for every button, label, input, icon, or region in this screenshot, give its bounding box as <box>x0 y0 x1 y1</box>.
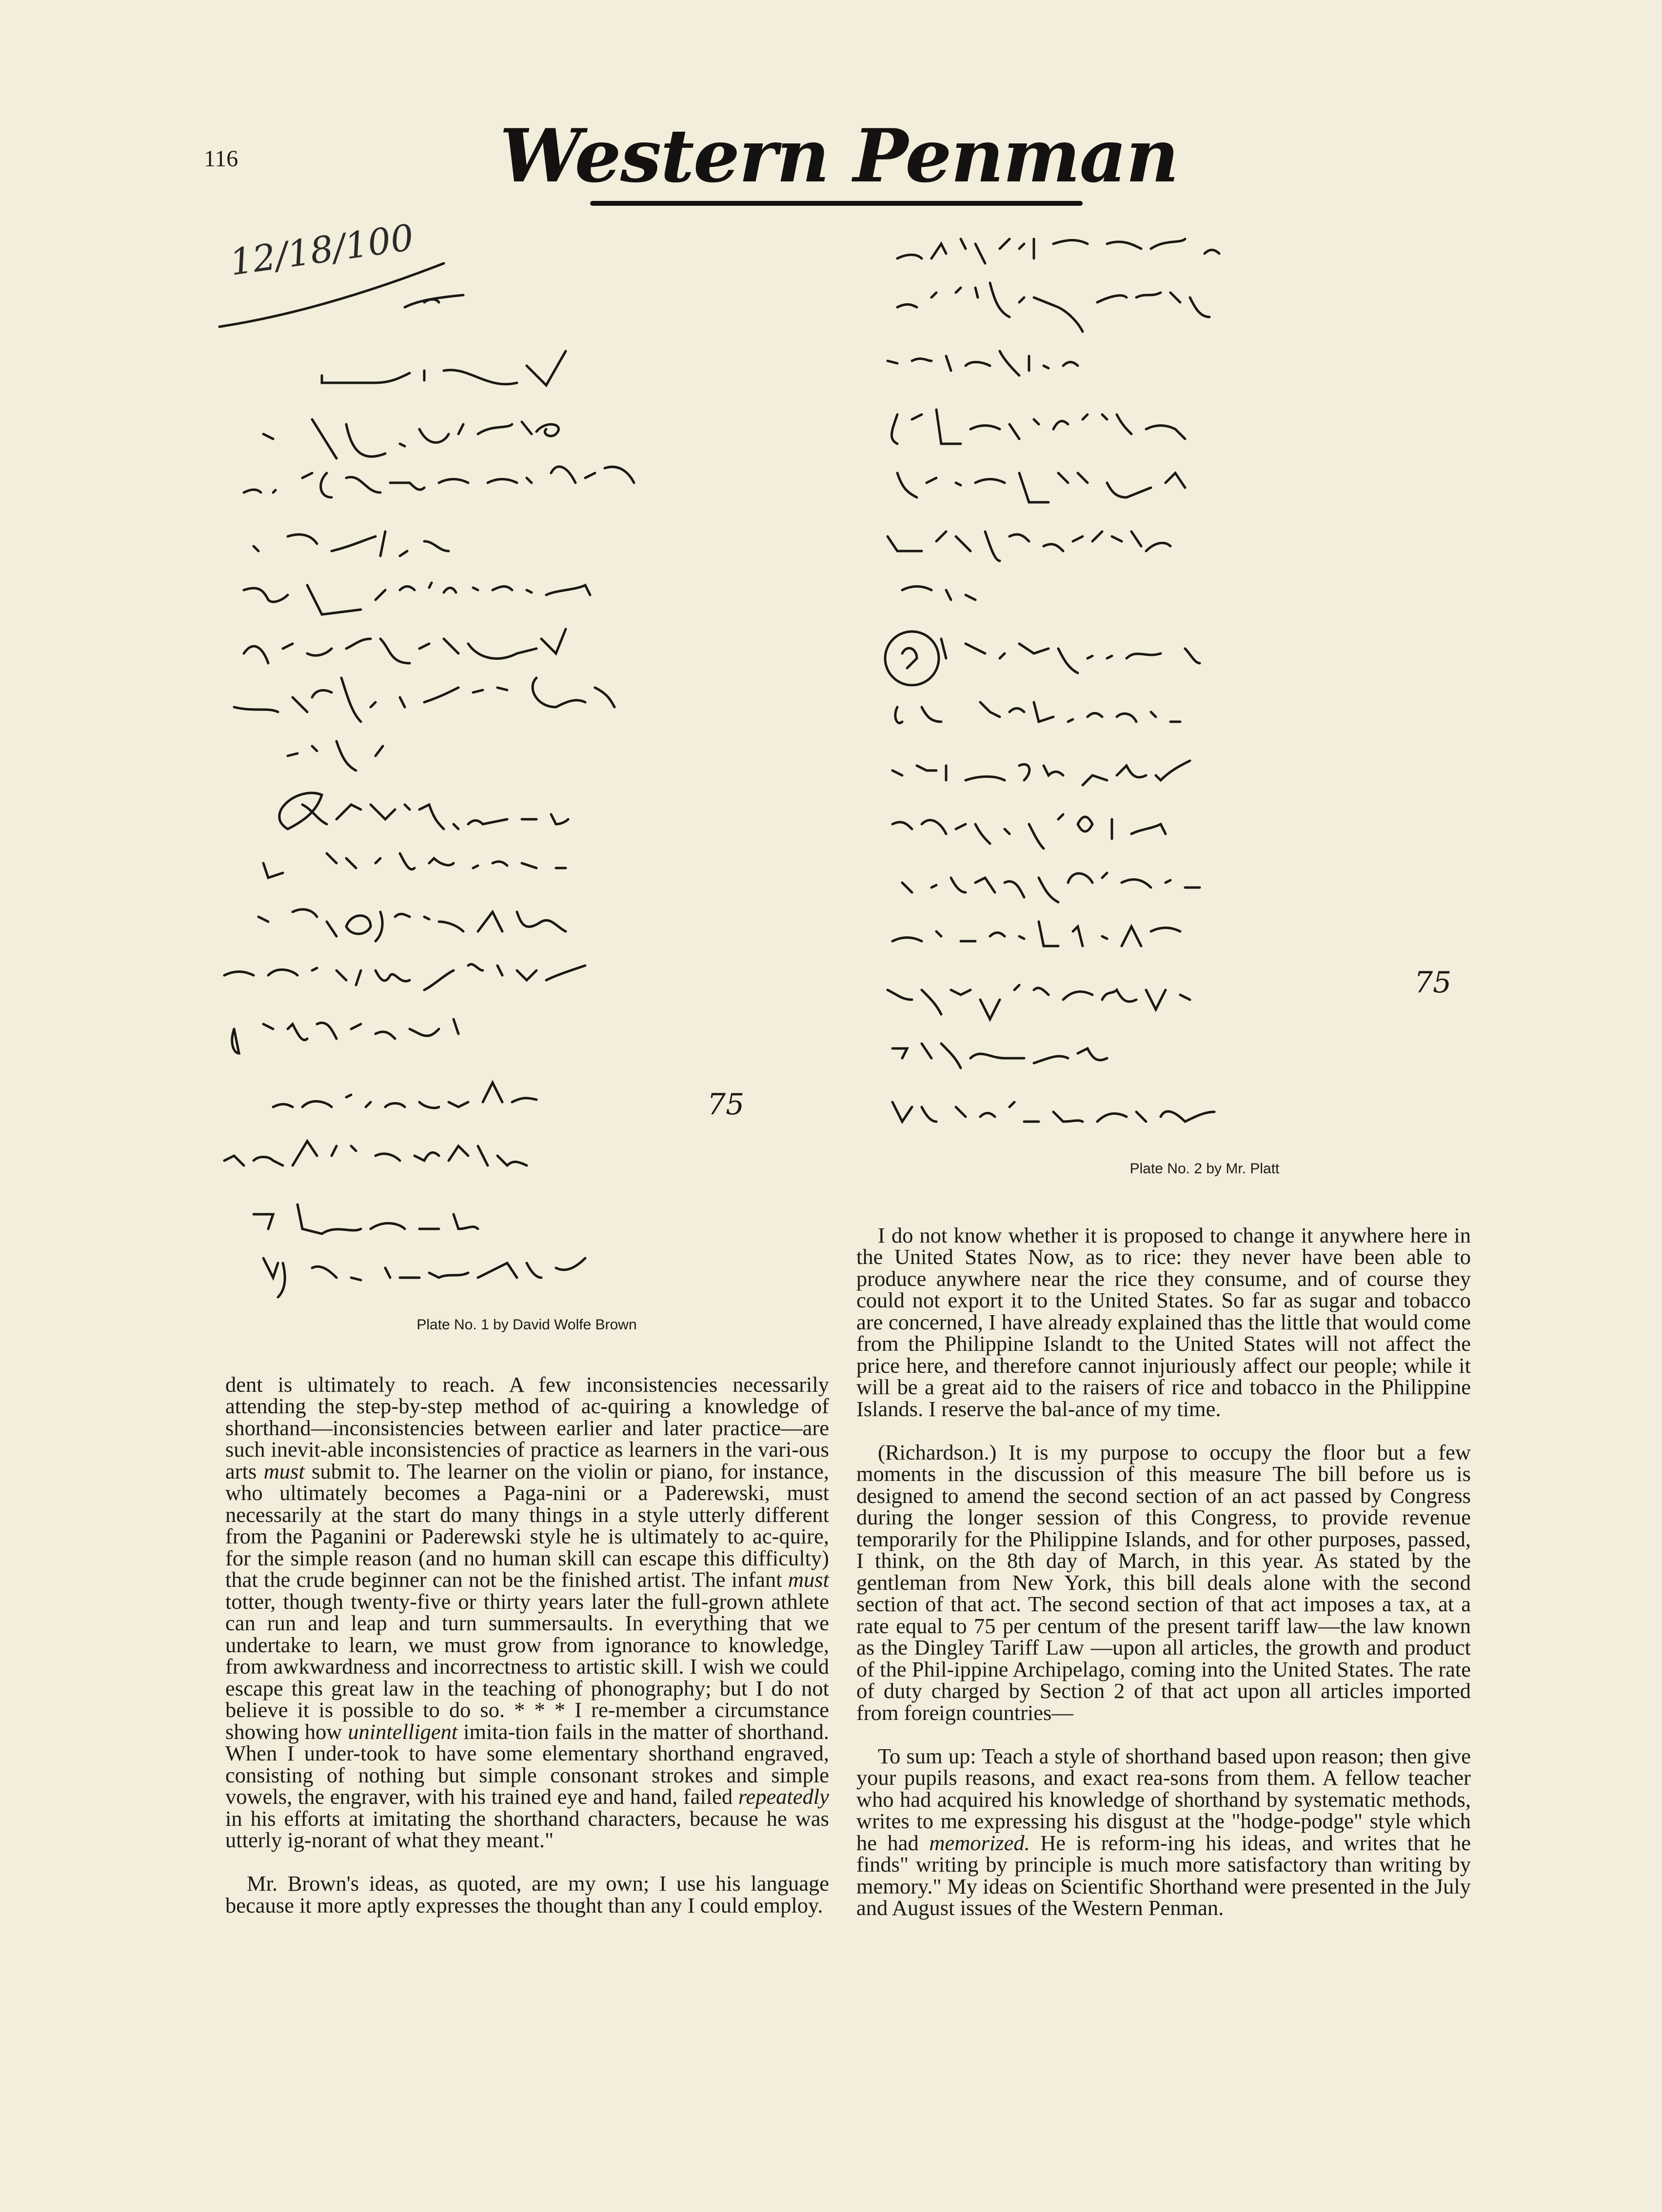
masthead-title: Western Penman <box>499 113 1178 199</box>
right-paragraph-3 <box>856 1745 1471 1919</box>
left-paragraph-1-part-1: dent is ultimately to reach. A few inconsistencies necessarily attending the step-by-step method of ac-quiring a knowledge of shorthand—inconsistencies between earlier and later practice—are such inevit-able inconsistencies of practice as learners in the vari-ous arts <box>225 1372 829 1483</box>
left-paragraph-2: Mr. Brown's ideas, as quoted, are my own; I use his language because it more aptly expresses the thought than any I could employ. <box>225 1871 829 1917</box>
left-paragraph-1-emphasis-3: unintelligent <box>348 1719 458 1744</box>
left-paragraph-1-part-5: in his efforts at imitating the shorthand characters, because he was utterly ig-norant of what they meant." <box>225 1806 829 1852</box>
masthead <box>493 102 1185 224</box>
handwritten-date: 12/18/100 <box>227 217 416 284</box>
left-paragraph-1-emphasis-2: must <box>788 1567 829 1592</box>
left-paragraph-1-emphasis-1: must <box>263 1459 305 1483</box>
plate-2-numeral: 75 <box>1414 966 1452 1000</box>
left-paragraph-1-part-4: imita-tion fails in the matter of shorthand. When I under-took to have some elementary shorthand engraved, consisting of nothing but simple consonant strokes and simple vowels, the engraver, with his trained eye and hand, failed <box>225 1719 829 1809</box>
plate-1-numeral: 75 <box>707 1087 745 1122</box>
left-column-text <box>225 1352 829 1938</box>
shorthand-plate-2 <box>873 229 1487 1156</box>
plate-1-caption: Plate No. 1 by David Wolfe Brown <box>416 1317 637 1333</box>
right-paragraph-1: I do not know whether it is proposed to change it anywhere here in the United States Now, as to rice: they never have been able to produce anywhere near the rice they consume, and of course they could not export it to the United States. So far as sugar and tobacco are concerned, I have already explained thas the little that would come from the Philippine Islandt to the United States will not affect the price here, and therefore cannot injuriously affect our people; while it will be a great aid to the raisers of rice and tobacco in the Philippine Islands. I reserve the bal-ance of my time. <box>856 1223 1471 1421</box>
left-paragraph-1-emphasis-4: repeatedly <box>738 1784 829 1809</box>
right-paragraph-2: (Richardson.) It is my purpose to occupy the floor but a few moments in the discussion of this measure The bill before us is designed to amend the second section of an act passed by Congress during the longer session of this Congress, to provide revenue temporarily for the Philippine Islands, and for other purposes, passed, I think, on the 8th day of March, in this year. As stated by the gentleman from New York, this bill deals alone with the second section of that act. The second section of that act imposes a tax, at a rate equal to 75 per centum of the present tariff law—the law known as the Dingley Tariff Law —upon all articles, the growth and product of the Phil-ippine Archipelago, coming into the United States. The rate of duty charged by Section 2 of that act upon all articles imported from foreign countries— <box>856 1440 1471 1725</box>
left-paragraph-1-part-3: totter, though twenty-five or thirty years later the full-grown athlete can run and leap and turn summersaults. In everything that we undertake to learn, we must grow from ignorance to knowledge, from awkwardness and incorrectness to artistic skill. I wish we could escape this great law in the teaching of phonography; but I do not believe it is possible to do so. * * * I re-member a circumstance showing how <box>225 1589 829 1744</box>
right-paragraph-3-emphasis-1: memorized. <box>929 1830 1030 1855</box>
left-paragraph-1-part-2: submit to. The learner on the violin or piano, for instance, who ultimately becomes a Paga-nini or a Paderewski, must necessarily at the start do many things in a style utterly different from the Paganini or Paderewski style he is ultimately to ac-quire, for the simple reason (and no human skill can escape this difficulty) that the crude beginner can not be the finished artist. The infant <box>225 1459 829 1592</box>
right-paragraph-3-part-1: To sum up: Teach a style of shorthand based upon reason; then give your pupils reasons, and exact rea-sons from them. A fellow teacher who had acquired his knowledge of shorthand by systematic methods, writes to me expressing his disgust at the "hodge-podge" style which he had <box>856 1743 1471 1855</box>
masthead-underline <box>590 201 1083 206</box>
plate-2-caption: Plate No. 2 by Mr. Platt <box>1129 1161 1280 1177</box>
right-paragraph-3-part-2: He is reform-ing his ideas, and writes that he finds" writing by principle is much more satisfactory than writing by memory." My ideas on Scientific Shorthand were presented in the July and August issues of the Western Penman. <box>856 1830 1471 1920</box>
left-paragraph-1 <box>225 1374 829 1851</box>
page-number: 116 <box>204 146 238 172</box>
right-column-text <box>856 1203 1471 1940</box>
shorthand-plate-1 <box>215 336 829 1302</box>
